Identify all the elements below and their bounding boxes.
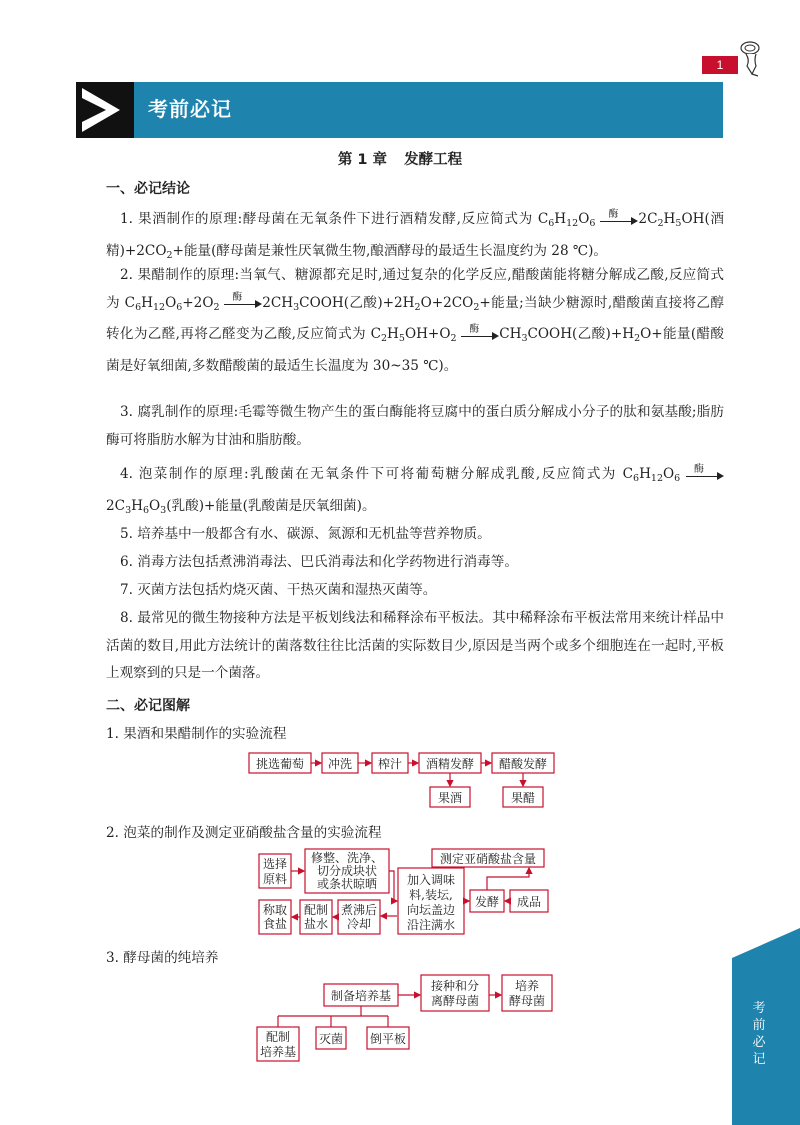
side-char: 必 (752, 1035, 766, 1050)
mascot-icon (738, 40, 764, 80)
reaction-arrow: 酶 (600, 213, 638, 227)
svg-text:发酵: 发酵 (474, 895, 500, 909)
reaction-arrow: 酶 (461, 328, 499, 342)
section-heading: 二、必记图解 (106, 698, 190, 714)
flow-box: 挑选葡萄 (255, 757, 305, 771)
svg-text:盐水: 盐水 (303, 917, 329, 931)
svg-text:酵母菌: 酵母菌 (508, 994, 546, 1008)
svg-text:或条状晾晒: 或条状晾晒 (316, 877, 378, 891)
svg-text:称取: 称取 (262, 903, 288, 917)
chapter-name: 发酵工程 (404, 152, 463, 168)
paragraph-8: 8. 最常见的微生物接种方法是平板划线法和稀释涂布平板法。其中稀释涂布平板法常用来统计样品中活菌的数目,用此方法统计的菌落数往往比活菌的实际数目少,原因是当两个或多个细胞连在一起时,平板上观察到的只是一个菌落。 (106, 610, 724, 681)
flowchart-wine-vinegar (240, 748, 580, 812)
svg-text:灭菌: 灭菌 (318, 1032, 344, 1046)
svg-text:原料: 原料 (262, 872, 288, 886)
svg-text:接种和分: 接种和分 (430, 979, 480, 993)
side-char: 前 (752, 1018, 766, 1033)
svg-text:测定亚硝酸盐含量: 测定亚硝酸盐含量 (439, 852, 537, 866)
paragraph-1: 1. 果酒制作的原理:酵母菌在无氧条件下进行酒精发酵,反应简式为 $C_6H_{12}O_6$ 酶 $2C_2H_5OH$(酒精)$+2CO_2+$能量(酵母菌是兼性厌氧微生物,酿酒酵母的最适生长温度约为 28 ℃)。 (106, 208, 724, 261)
chevron-right-icon (76, 82, 134, 138)
flowchart-yeast (250, 970, 560, 1065)
figure-title: 3. 酵母菌的纯培养 (106, 950, 219, 966)
svg-text:配制: 配制 (303, 903, 329, 917)
flow-box: 果酒 (437, 791, 463, 805)
page-number: 1 (702, 56, 738, 74)
reaction-arrow: 酶 (224, 296, 262, 310)
svg-text:切分成块状: 切分成块状 (316, 864, 378, 878)
svg-text:培养: 培养 (514, 979, 540, 993)
svg-text:向坛盖边: 向坛盖边 (406, 903, 456, 917)
svg-text:冷却: 冷却 (346, 917, 372, 931)
flowchart-pickle (250, 846, 560, 936)
svg-text:煮沸后: 煮沸后 (340, 903, 378, 917)
svg-text:料,装坛,: 料,装坛, (409, 888, 453, 902)
flow-box: 酒精发酵 (425, 757, 475, 771)
header-chevron-block (76, 82, 134, 138)
paragraph-6: 6. 消毒方法包括煮沸消毒法、巴氏消毒法和化学药物进行消毒等。 (120, 554, 518, 570)
side-char: 考 (752, 1001, 766, 1016)
svg-text:成品: 成品 (516, 895, 542, 909)
svg-text:离酵母菌: 离酵母菌 (430, 994, 480, 1008)
chapter-number: 第 1 章 (337, 152, 388, 168)
side-tab-label (748, 1000, 770, 1068)
flow-box: 醋酸发酵 (498, 757, 548, 771)
figure-title: 1. 果酒和果醋制作的实验流程 (106, 726, 287, 742)
chapter-title (0, 148, 800, 169)
flow-box: 冲洗 (327, 757, 353, 771)
reaction-arrow: 酶 (686, 468, 724, 482)
paragraph-5: 5. 培养基中一般都含有水、碳源、氮源和无机盐等营养物质。 (120, 526, 491, 542)
svg-text:倒平板: 倒平板 (369, 1032, 407, 1046)
paragraph-7: 7. 灭菌方法包括灼烧灭菌、干热灭菌和湿热灭菌等。 (120, 582, 437, 598)
svg-text:制备培养基: 制备培养基 (330, 989, 392, 1003)
svg-text:选择: 选择 (262, 857, 288, 871)
flow-box: 果醋 (510, 791, 536, 805)
paragraph-2: 2. 果醋制作的原理:当氧气、糖源都充足时,通过复杂的化学反应,醋酸菌能将糖分解成乙酸,反应简式为 $C_6H_{12}O_6+2O_2$ 酶 $2CH_3COOH$(乙酸)$+2H_2O+2CO_2+$能量;当缺少糖源时,醋酸菌直接将乙醇转化为乙醛,再将乙醛变为乙酸,反应简式为 $C_2H_5OH+O_2$ 酶 $CH_3COOH$(乙酸)$+H_2O+$能量(醋酸菌是好氧细菌,多数醋酸菌的最适生长温度为 30~35 ℃)。 (106, 267, 724, 374)
svg-text:沿注满水: 沿注满水 (406, 918, 456, 932)
svg-text:配制: 配制 (265, 1030, 291, 1044)
svg-text:培养基: 培养基 (259, 1045, 297, 1059)
svg-text:食盐: 食盐 (262, 917, 288, 931)
paragraph-4: 4. 泡菜制作的原理:乳酸菌在无氧条件下可将葡萄糖分解成乳酸,反应简式为 $C_6H_{12}O_6$ 酶 $2C_3H_6O_3$(乳酸)+能量(乳酸菌是厌氧细菌)。 (106, 461, 724, 524)
svg-text:加入调味: 加入调味 (406, 873, 456, 887)
figure-title: 2. 泡菜的制作及测定亚硝酸盐含量的实验流程 (106, 825, 382, 841)
svg-text:修整、洗净、: 修整、洗净、 (310, 851, 384, 865)
section-heading: 一、必记结论 (106, 181, 190, 197)
side-char: 记 (752, 1052, 766, 1067)
flow-box: 榨汁 (377, 757, 403, 771)
paragraph-3: 3. 腐乳制作的原理:毛霉等微生物产生的蛋白酶能将豆腐中的蛋白质分解成小分子的肽和氨基酸;脂肪酶可将脂肪水解为甘油和脂肪酸。 (106, 404, 724, 448)
header-title: 考前必记 (148, 97, 232, 121)
